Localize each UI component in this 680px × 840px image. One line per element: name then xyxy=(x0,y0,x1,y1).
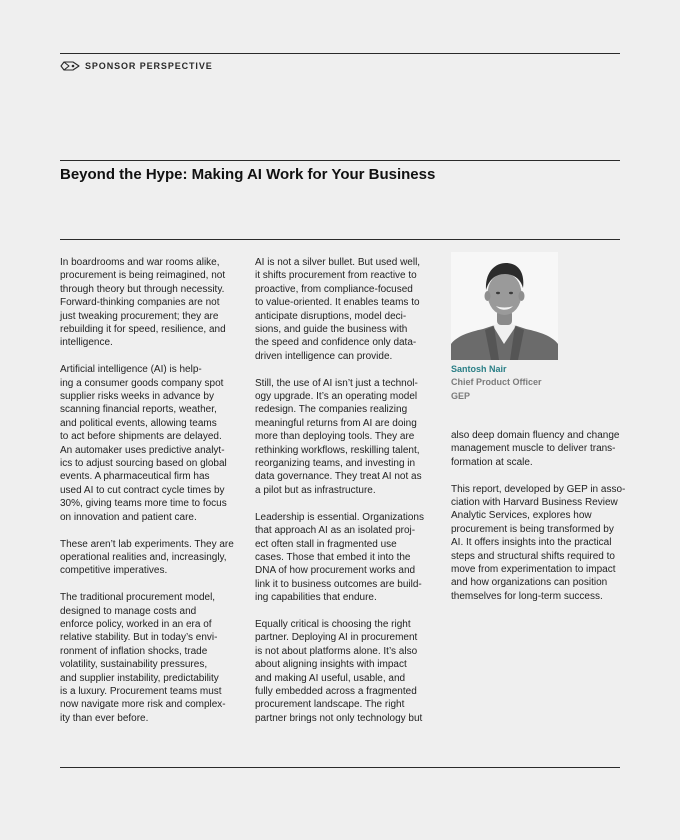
title-bottom-rule xyxy=(60,239,620,240)
paragraph: In boardrooms and war rooms alike, procurement is being reimagined, not through theory but through necessity. Forward-thinking companies are not just tweaking procurement; they are rebuilding it for speed, resilience, and intelligence. xyxy=(60,257,226,349)
article-title: Beyond the Hype: Making AI Work for Your Business xyxy=(60,166,436,183)
paragraph: Equally critical is choosing the right partner. Deploying AI in procurement is not about platforms alone. It’s also about aligning insights with impact and making AI useful, usable, and fully embedded across a fragmented procurement landscape. The right partner brings not only technology but xyxy=(255,618,423,724)
sponsor-header xyxy=(60,59,213,73)
paragraph: Artificial intelligence (AI) is help- ing a consumer goods company spot supplier risks weeks in advance by scanning financial reports, weather, and political events, allowing teams to act before shipments are delayed. An automaker uses predictive analyt- ics to adjust sourcing based on global events. A pharmaceutical firm has used AI to cut contract cycle times by 30%, giving teams more time to focus on innovation and patient care. xyxy=(60,364,227,523)
body-column-1 xyxy=(60,256,240,725)
sponsor-badge-icon xyxy=(60,59,80,73)
paragraph: These aren’t lab experiments. They are operational realities and, increasingly, competitive imperatives. xyxy=(60,538,234,577)
paragraph: Still, the use of AI isn’t just a technol- ogy upgrade. It’s an operating model redesign. The companies realizing meaningful returns from AI are doing more than deploying tools. They are rethinking workflows, reskilling talent, reorganizing teams, and investing in data governance. They treat AI not as a pilot but as infrastructure. xyxy=(255,377,422,496)
author-org: GEP xyxy=(451,390,471,401)
sponsor-label: SPONSOR PERSPECTIVE xyxy=(85,61,213,71)
paragraph: This report, developed by GEP in asso- ciation with Harvard Business Review Analytic Services, explores how procurement is being transformed by AI. It offers insights into the practical steps and structural shifts required to move from experimentation to impact and how organizations can position themselves for long-term success. xyxy=(451,483,626,602)
author-role: Chief Product Officer xyxy=(451,377,542,388)
paragraph: The traditional procurement model, designed to manage costs and enforce policy, worked in an era of relative stability. But in today’s envi- ronment of inflation shocks, trade volatility, sustainability pressures, and supplier instability, predictability is a luxury. Procurement teams must now navigate more risk and complex- ity than ever before. xyxy=(60,592,226,724)
body-column-3 xyxy=(451,429,631,603)
paragraph: AI is not a silver bullet. But used well, it shifts procurement from reactive to proactive, from compliance-focused to value-oriented. It enables teams to anticipate disruptions, model deci- sions, and guide the business with the speed and confidence only data- driven intelligence can provide. xyxy=(255,257,421,362)
paragraph: Leadership is essential. Organizations that approach AI as an isolated proj- ect often stall in fragmented use cases. Those that embed it into the DNA of how procurement works and link it to business outcomes are build- ing capabilities that endure. xyxy=(255,511,424,604)
author-bio xyxy=(451,363,611,403)
title-top-rule xyxy=(60,160,620,161)
top-rule xyxy=(60,53,620,54)
author-photo xyxy=(451,252,558,360)
body-column-2 xyxy=(255,256,435,725)
paragraph: also deep domain fluency and change management muscle to deliver trans- formation at scale. xyxy=(451,430,620,468)
bottom-rule xyxy=(60,767,620,768)
author-name: Santosh Nair xyxy=(451,364,507,374)
